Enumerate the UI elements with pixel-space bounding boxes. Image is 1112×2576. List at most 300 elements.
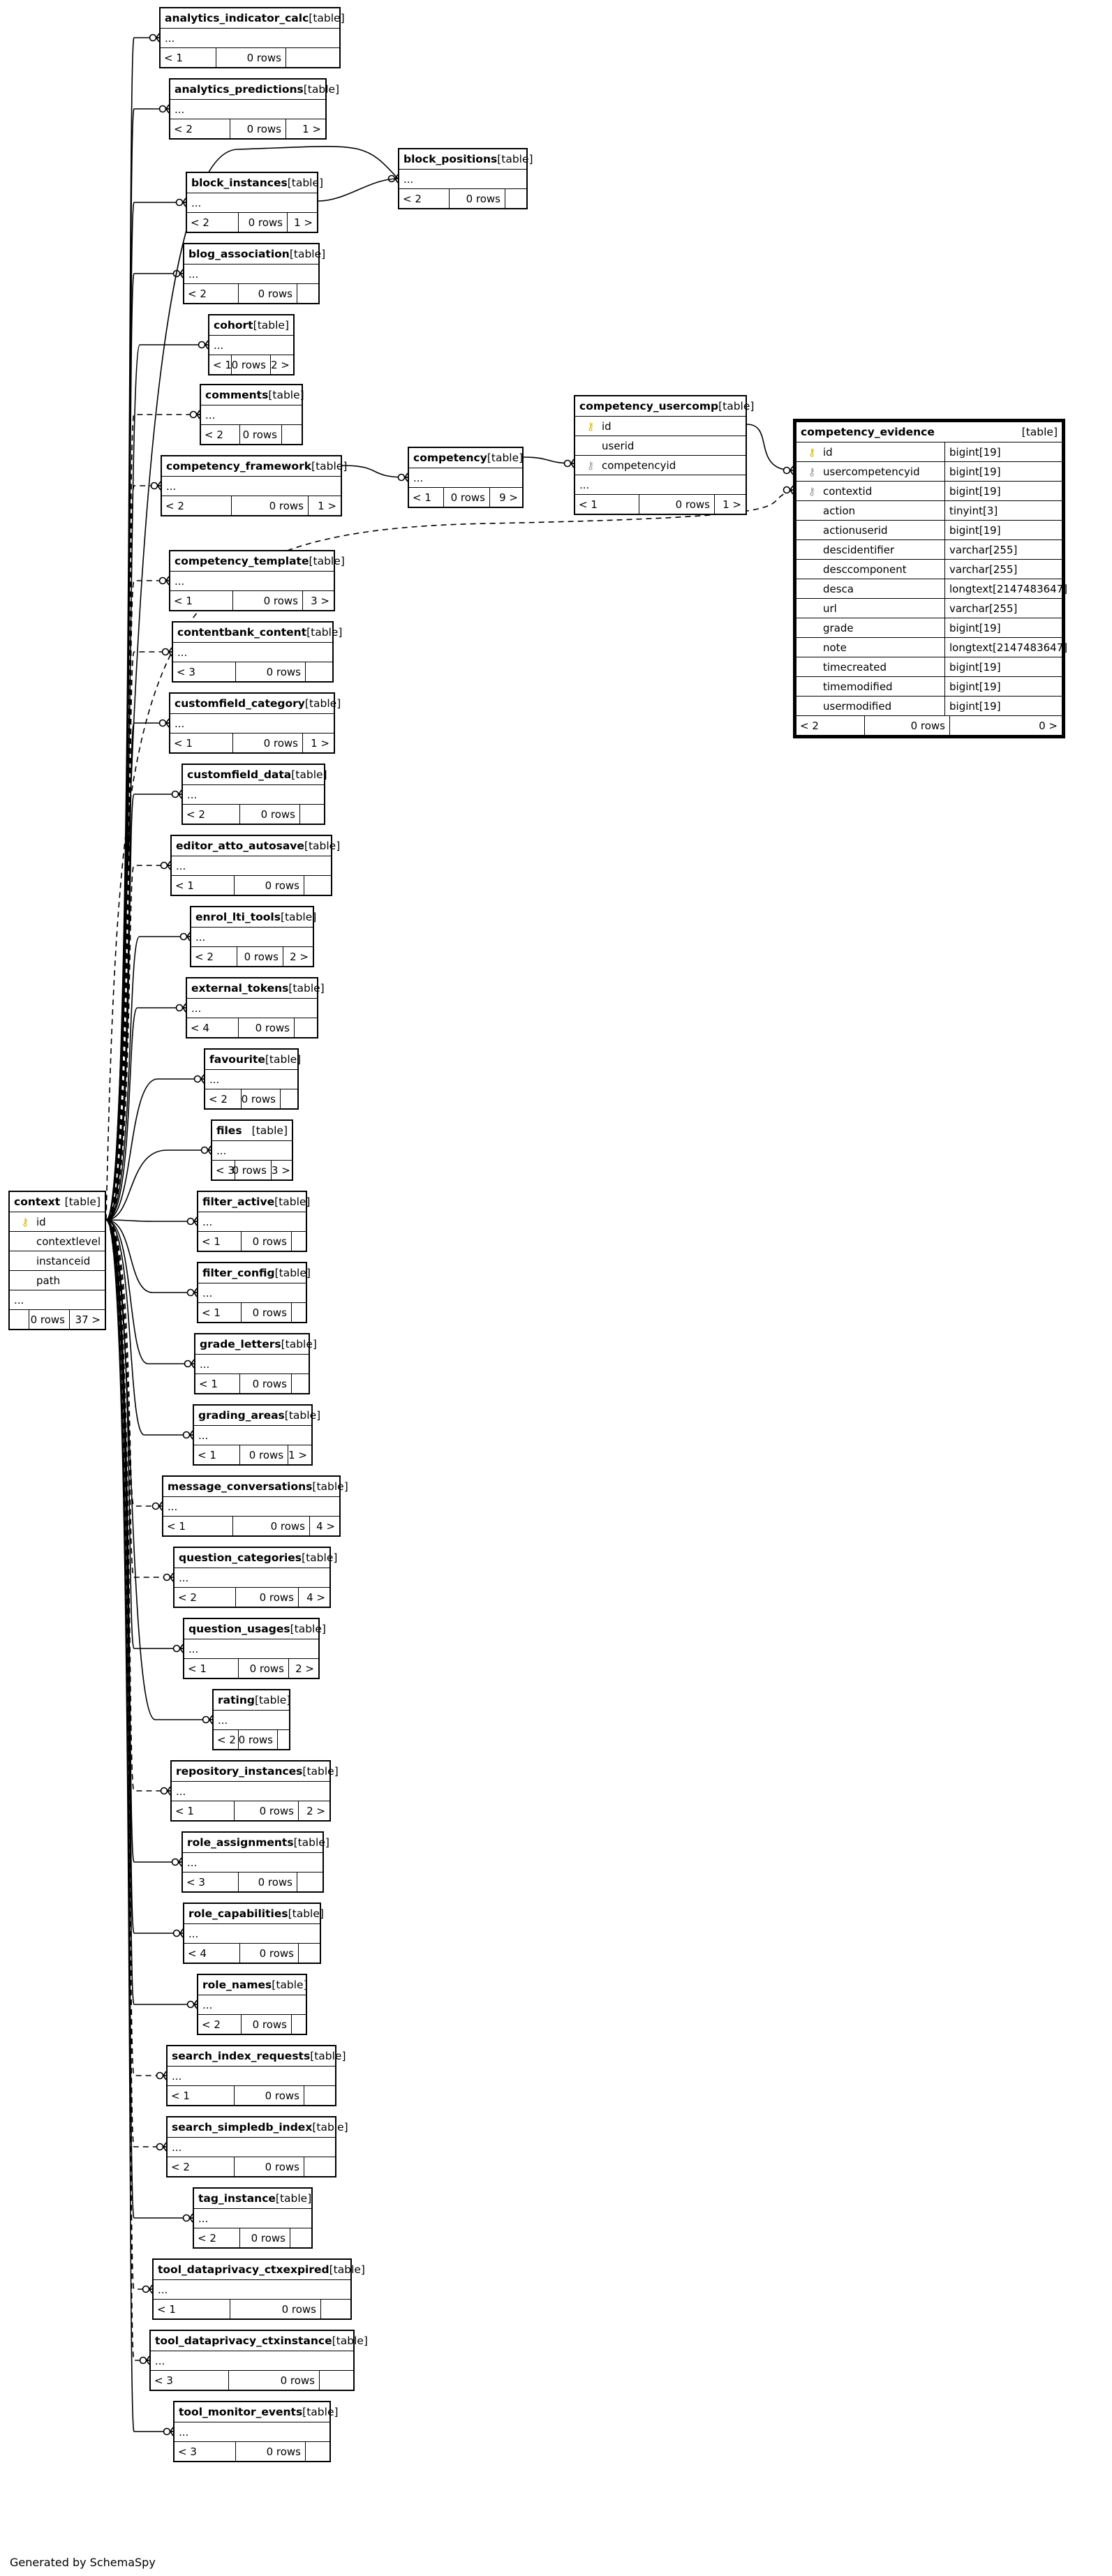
table-comments[interactable] — [200, 384, 303, 445]
parents-count[interactable]: < 1 — [184, 1659, 239, 1678]
table-name: customfield_data — [187, 768, 292, 781]
table-name: block_positions — [403, 153, 498, 165]
parents-count[interactable]: < 1 — [172, 876, 235, 895]
parents-count[interactable]: < 3 — [151, 2371, 229, 2390]
parents-count[interactable]: < 2 — [796, 716, 865, 735]
table-kind-label: [table] — [302, 1765, 339, 1778]
children-count[interactable] — [306, 2442, 329, 2461]
column-type: varchar[255] — [944, 560, 1062, 579]
column-name: timecreated — [823, 660, 887, 673]
table-name: editor_atto_autosave — [176, 840, 304, 852]
parents-count[interactable]: < 2 — [183, 805, 240, 824]
table-name: favourite — [209, 1053, 265, 1066]
table-header — [175, 2402, 339, 2422]
table-footer — [175, 1587, 329, 1607]
table-name: block_instances — [191, 177, 288, 189]
column-name: actionuserid — [823, 523, 888, 537]
row-count: 0 rows — [235, 876, 304, 895]
column-contextlevel — [10, 1231, 105, 1251]
ellipsis: ... — [202, 1286, 213, 1300]
table-name: message_conversations — [168, 1480, 313, 1493]
children-count[interactable] — [304, 2086, 335, 2105]
column-name: usermodified — [823, 699, 892, 713]
more-columns-row — [154, 2279, 350, 2299]
children-count[interactable] — [281, 1089, 297, 1108]
table-name: blog_association — [188, 248, 290, 260]
more-columns-row — [170, 713, 334, 733]
children-count[interactable]: 1 > — [302, 122, 321, 135]
crows-foot-icon — [177, 1004, 186, 1012]
row-count: 0 rows — [239, 213, 288, 232]
column-id — [10, 1212, 105, 1231]
foreign-key-icon: ⚷ — [808, 484, 816, 498]
more-columns-row — [575, 475, 746, 494]
children-count[interactable] — [278, 1730, 289, 1749]
children-count[interactable] — [290, 2228, 311, 2247]
children-count[interactable]: 1 > — [294, 216, 313, 229]
table-name: filter_active — [202, 1196, 275, 1208]
parents-count[interactable]: < 3 — [212, 1161, 235, 1179]
table-tool_dataprivacy_ctxexpired[interactable] — [152, 2258, 365, 2320]
row-count: 0 rows — [216, 48, 286, 67]
table-header — [195, 1334, 317, 1354]
parents-count[interactable]: < 2 — [205, 1089, 242, 1108]
table-grading_areas[interactable] — [193, 1404, 321, 1466]
children-count[interactable]: 2 > — [306, 1804, 325, 1817]
table-kind-label: [table] — [287, 177, 324, 189]
table-cohort[interactable] — [208, 314, 295, 375]
table-analytics_indicator_calc[interactable] — [159, 7, 345, 68]
parents-count[interactable]: < 2 — [191, 947, 237, 966]
column-name: grade — [823, 621, 854, 634]
table-kind-label: [table] — [289, 248, 326, 260]
children-count[interactable] — [297, 1873, 323, 1891]
table-header — [205, 1050, 302, 1069]
children-count[interactable] — [304, 876, 331, 895]
parents-count[interactable]: < 1 — [163, 1517, 233, 1535]
ellipsis: ... — [155, 2354, 165, 2367]
table-name: tool_dataprivacy_ctxexpired — [158, 2263, 329, 2276]
table-kind-label: [table] — [302, 1551, 338, 1564]
more-columns-row — [170, 571, 334, 590]
table-kind-label: [table] — [251, 1124, 288, 1137]
table-name: competency_template — [175, 555, 309, 567]
parents-count[interactable]: < 2 — [162, 496, 232, 515]
table-kind-label: [table] — [254, 1694, 291, 1706]
table-kind-label: [table] — [309, 12, 345, 24]
parents-count[interactable]: < 1 — [170, 591, 233, 610]
column-name: competencyid — [602, 459, 676, 472]
table-grade_letters[interactable] — [194, 1333, 317, 1394]
table-header — [212, 1121, 292, 1140]
table-name: tool_monitor_events — [179, 2406, 303, 2418]
parents-count[interactable]: < 1 — [172, 1801, 235, 1820]
relation-context-to-competency_framework — [106, 486, 161, 1220]
parents-count[interactable]: < 2 — [194, 2228, 240, 2247]
row-count: 0 rows — [233, 591, 303, 610]
parents-count[interactable]: < 2 — [168, 2157, 235, 2176]
crows-foot-icon — [184, 1431, 193, 1439]
parents-count[interactable]: < 1 — [161, 48, 216, 67]
column-actionuserid — [796, 520, 1062, 539]
more-columns-row — [201, 405, 302, 424]
row-count: 0 rows — [235, 1161, 272, 1179]
table-name: contentbank_content — [177, 626, 307, 639]
table-header — [172, 836, 341, 856]
table-footer — [796, 715, 1062, 735]
more-columns-row — [168, 2137, 335, 2157]
crows-foot-icon — [160, 576, 170, 585]
column-type: bigint[19] — [944, 657, 1062, 676]
table-role_assignments[interactable] — [181, 1831, 329, 1893]
relation-context-to-competency_template — [106, 581, 169, 1220]
table-kind-label: [table] — [1021, 426, 1058, 438]
column-instanceid — [10, 1251, 105, 1270]
table-filter_active[interactable] — [197, 1191, 311, 1252]
table-footer — [201, 424, 302, 444]
parents-count[interactable]: < 1 — [409, 488, 444, 507]
table-footer — [409, 487, 522, 507]
table-enrol_lti_tools[interactable] — [190, 906, 317, 967]
row-count: 0 rows — [229, 2371, 320, 2390]
table-header — [198, 1975, 306, 1995]
ellipsis: ... — [179, 2425, 189, 2439]
children-count[interactable]: 3 > — [311, 594, 329, 607]
more-columns-row — [184, 1639, 318, 1658]
children-count[interactable]: 9 > — [499, 491, 518, 504]
column-name: id — [36, 1215, 46, 1228]
ellipsis: ... — [177, 646, 188, 659]
table-files[interactable] — [211, 1119, 293, 1181]
ellipsis: ... — [198, 2212, 209, 2225]
parents-count[interactable]: < 1 — [198, 1303, 242, 1322]
table-favourite[interactable] — [204, 1048, 302, 1110]
children-count[interactable] — [286, 48, 339, 67]
parents-count[interactable]: < 1 — [195, 1374, 240, 1393]
crows-foot-icon — [161, 861, 171, 870]
children-count[interactable] — [295, 1018, 317, 1037]
ellipsis: ... — [205, 408, 216, 422]
table-customfield_data[interactable] — [181, 764, 325, 825]
table-analytics_predictions[interactable] — [169, 78, 340, 140]
more-columns-row — [184, 1923, 320, 1943]
children-count[interactable] — [306, 662, 332, 681]
table-footer — [172, 1801, 329, 1820]
more-columns-row — [151, 2351, 353, 2370]
crows-foot-icon — [784, 486, 794, 494]
table-search_simpledb_index[interactable] — [166, 2116, 348, 2177]
table-repository_instances[interactable] — [170, 1760, 339, 1822]
table-external_tokens[interactable] — [186, 977, 325, 1038]
crows-foot-icon — [188, 2000, 198, 2009]
table-kind-label: [table] — [312, 2121, 348, 2134]
children-count[interactable] — [292, 2015, 306, 2034]
table-message_conversations[interactable] — [162, 1475, 348, 1537]
table-competency[interactable] — [408, 447, 524, 508]
table-footer — [198, 1302, 306, 1322]
more-columns-row — [205, 1069, 297, 1089]
crows-foot-icon — [185, 1360, 195, 1368]
ellipsis: ... — [166, 479, 177, 493]
table-header — [184, 244, 326, 264]
row-count: 0 rows — [239, 1659, 289, 1678]
row-count: 0 rows — [444, 488, 490, 507]
crows-foot-icon — [157, 2071, 167, 2080]
table-kind-label: [table] — [275, 2192, 312, 2205]
table-rating[interactable] — [212, 1689, 290, 1750]
table-footer — [399, 188, 526, 208]
children-count[interactable] — [304, 2157, 335, 2176]
children-count[interactable] — [320, 2371, 353, 2390]
children-count[interactable]: 2 > — [271, 358, 290, 371]
ellipsis: ... — [176, 1785, 186, 1798]
table-tool_monitor_events[interactable] — [173, 2401, 339, 2462]
ellipsis: ... — [179, 1571, 189, 1584]
parents-count[interactable] — [10, 1310, 29, 1329]
column-name: url — [823, 602, 837, 615]
crows-foot-icon — [160, 719, 170, 727]
table-kind-label: [table] — [718, 400, 755, 412]
row-count: 0 rows — [242, 1303, 292, 1322]
table-header — [409, 448, 522, 468]
children-count[interactable] — [505, 189, 526, 208]
more-columns-row — [161, 28, 339, 47]
table-footer — [184, 1658, 318, 1678]
ellipsis: ... — [176, 859, 186, 872]
children-count[interactable]: 0 > — [1039, 719, 1058, 732]
table-header — [175, 1548, 338, 1568]
parents-count[interactable]: < 3 — [183, 1873, 239, 1891]
relation-block_instances-to-block_positions — [318, 179, 398, 201]
children-count[interactable]: 4 > — [316, 1519, 335, 1533]
column-timemodified — [796, 676, 1062, 696]
table-contentbank_content[interactable] — [172, 621, 343, 683]
more-columns-row — [409, 468, 522, 487]
crows-foot-icon — [157, 2143, 167, 2151]
children-count[interactable]: 4 > — [306, 1591, 325, 1604]
primary-key-icon: ⚷ — [21, 1215, 29, 1228]
table-editor_atto_autosave[interactable] — [170, 835, 341, 896]
children-count[interactable] — [292, 1374, 309, 1393]
table-name: role_capabilities — [188, 1907, 288, 1920]
more-columns-row — [173, 642, 332, 662]
table-search_index_requests[interactable] — [166, 2045, 346, 2106]
children-count[interactable] — [321, 2300, 350, 2318]
table-filter_config[interactable] — [197, 1262, 311, 1323]
crows-foot-icon — [172, 790, 182, 798]
column-grade — [796, 618, 1062, 637]
row-count: 0 rows — [230, 2300, 321, 2318]
parents-count[interactable]: < 1 — [170, 734, 233, 752]
row-count: 0 rows — [242, 1232, 292, 1251]
primary-key-icon: ⚷ — [808, 445, 816, 459]
table-block_instances[interactable] — [186, 172, 324, 233]
table-customfield_category[interactable] — [169, 692, 341, 754]
table-kind-label: [table] — [272, 1979, 308, 1991]
table-footer — [195, 1373, 309, 1393]
more-columns-row — [198, 1995, 306, 2014]
row-count: 0 rows — [230, 119, 286, 138]
ellipsis: ... — [158, 2283, 168, 2296]
relation-context-to-search_simpledb_index — [106, 1220, 166, 2147]
table-footer — [10, 1309, 105, 1329]
table-header — [191, 907, 317, 927]
table-header — [575, 396, 755, 416]
table-header — [168, 2117, 348, 2137]
crows-foot-icon — [188, 1288, 198, 1297]
children-count[interactable] — [297, 284, 318, 303]
parents-count[interactable]: < 2 — [201, 425, 240, 444]
table-kind-label: [table] — [274, 1196, 311, 1208]
children-count[interactable]: 1 > — [318, 499, 336, 512]
column-name: path — [36, 1274, 61, 1287]
table-kind-label: [table] — [288, 982, 325, 995]
children-count[interactable] — [300, 805, 324, 824]
parents-count[interactable]: < 2 — [214, 1730, 239, 1749]
table-kind-label: [table] — [312, 1480, 348, 1493]
table-competency_usercomp[interactable] — [574, 395, 755, 515]
table-footer — [163, 1516, 339, 1535]
parents-count[interactable]: < 3 — [175, 2442, 236, 2461]
table-tool_dataprivacy_ctxinstance[interactable] — [149, 2330, 368, 2391]
table-header — [154, 2260, 365, 2279]
column-type: varchar[255] — [944, 599, 1062, 618]
ellipsis: ... — [214, 338, 224, 352]
row-count: 0 rows — [639, 495, 715, 514]
more-columns-row — [172, 856, 331, 875]
more-columns-row — [194, 1425, 311, 1445]
table-context[interactable] — [8, 1191, 106, 1330]
children-count[interactable]: 2 > — [295, 1662, 314, 1675]
children-count[interactable] — [292, 1303, 306, 1322]
column-name: timemodified — [823, 680, 893, 693]
table-name: competency_framework — [166, 460, 312, 472]
parents-count[interactable]: < 3 — [173, 662, 236, 681]
parents-count[interactable]: < 2 — [175, 1588, 236, 1607]
ellipsis: ... — [216, 1144, 227, 1157]
parents-count[interactable]: < 2 — [187, 213, 239, 232]
table-question_usages[interactable] — [183, 1618, 326, 1679]
table-name: repository_instances — [176, 1765, 303, 1778]
crows-foot-icon — [191, 410, 200, 419]
column-name: action — [823, 504, 856, 517]
parents-count[interactable]: < 1 — [154, 2300, 230, 2318]
table-name: cohort — [214, 319, 253, 332]
crows-foot-icon — [181, 932, 191, 941]
parents-count[interactable]: < 1 — [575, 495, 639, 514]
more-columns-row — [191, 927, 313, 946]
children-count[interactable]: 3 > — [271, 1163, 290, 1177]
table-footer — [170, 733, 334, 752]
more-columns-row — [198, 1212, 306, 1231]
column-type: bigint[19] — [944, 442, 1062, 461]
column-type: tinyint[3] — [944, 501, 1062, 520]
crows-foot-icon — [784, 466, 794, 475]
column-type: bigint[19] — [944, 462, 1062, 481]
table-header — [184, 1619, 326, 1639]
children-count[interactable]: 1 > — [722, 498, 741, 511]
children-count[interactable]: 1 > — [311, 736, 329, 750]
row-count: 0 rows — [242, 2015, 292, 2034]
crows-foot-icon — [150, 33, 160, 42]
table-tag_instance[interactable] — [193, 2187, 313, 2249]
table-question_categories[interactable] — [173, 1547, 338, 1608]
table-header — [796, 422, 1062, 442]
table-kind-label: [table] — [288, 1907, 324, 1920]
table-kind-label: [table] — [281, 1338, 317, 1350]
children-count[interactable]: 37 > — [75, 1313, 101, 1326]
parents-count[interactable]: < 4 — [187, 1018, 239, 1037]
row-count: 0 rows — [450, 189, 505, 208]
table-name: tool_dataprivacy_ctxinstance — [155, 2335, 332, 2347]
table-name: role_assignments — [187, 1836, 294, 1849]
children-count[interactable] — [299, 1944, 320, 1963]
parents-count[interactable]: < 4 — [184, 1944, 240, 1963]
table-kind-label: [table] — [332, 2335, 368, 2347]
parents-count[interactable]: < 2 — [184, 284, 239, 303]
table-footer — [183, 804, 324, 824]
table-header — [183, 765, 327, 784]
more-columns-row — [183, 784, 324, 804]
table-footer — [170, 590, 334, 610]
ellipsis: ... — [187, 788, 198, 801]
table-role_capabilities[interactable] — [183, 1903, 324, 1964]
table-role_names[interactable] — [197, 1974, 307, 2035]
parents-count[interactable]: < 1 — [194, 1445, 240, 1464]
table-footer — [184, 1943, 320, 1963]
table-header — [399, 149, 533, 169]
crows-foot-icon — [195, 1075, 205, 1083]
table-footer — [161, 47, 339, 67]
table-kind-label: [table] — [274, 1267, 311, 1279]
parents-count[interactable]: < 2 — [198, 2015, 242, 2034]
more-columns-row — [175, 1568, 329, 1587]
more-columns-row — [168, 2066, 335, 2085]
ellipsis: ... — [403, 172, 414, 186]
parents-count[interactable]: < 2 — [170, 119, 230, 138]
parents-count[interactable]: < 1 — [168, 2086, 235, 2105]
crows-foot-icon — [399, 473, 408, 482]
parents-count[interactable]: < 1 — [209, 355, 232, 374]
table-blog_association[interactable] — [183, 243, 326, 304]
table-block_positions[interactable] — [398, 148, 533, 209]
children-count[interactable] — [282, 425, 302, 444]
parents-count[interactable]: < 2 — [399, 189, 450, 208]
primary-key-icon: ⚷ — [586, 419, 595, 433]
table-competency_framework[interactable] — [161, 455, 348, 516]
column-timecreated — [796, 657, 1062, 676]
table-kind-label: [table] — [253, 319, 289, 332]
row-count: 0 rows — [240, 805, 300, 824]
table-header — [194, 2189, 311, 2208]
ellipsis: ... — [175, 574, 185, 588]
column-note — [796, 637, 1068, 657]
table-competency_template[interactable] — [169, 550, 345, 611]
children-count[interactable]: 1 > — [288, 1448, 307, 1461]
table-competency_evidence[interactable] — [793, 419, 1068, 738]
column-path — [10, 1270, 105, 1290]
parents-count[interactable]: < 1 — [198, 1232, 242, 1251]
table-header — [170, 80, 340, 99]
table-header — [183, 1833, 329, 1852]
table-name: external_tokens — [191, 982, 289, 995]
column-name: id — [823, 445, 833, 459]
children-count[interactable] — [292, 1232, 306, 1251]
column-desca — [796, 579, 1068, 598]
table-name: analytics_predictions — [175, 83, 304, 96]
ellipsis: ... — [188, 1642, 199, 1655]
children-count[interactable]: 2 > — [290, 950, 309, 963]
